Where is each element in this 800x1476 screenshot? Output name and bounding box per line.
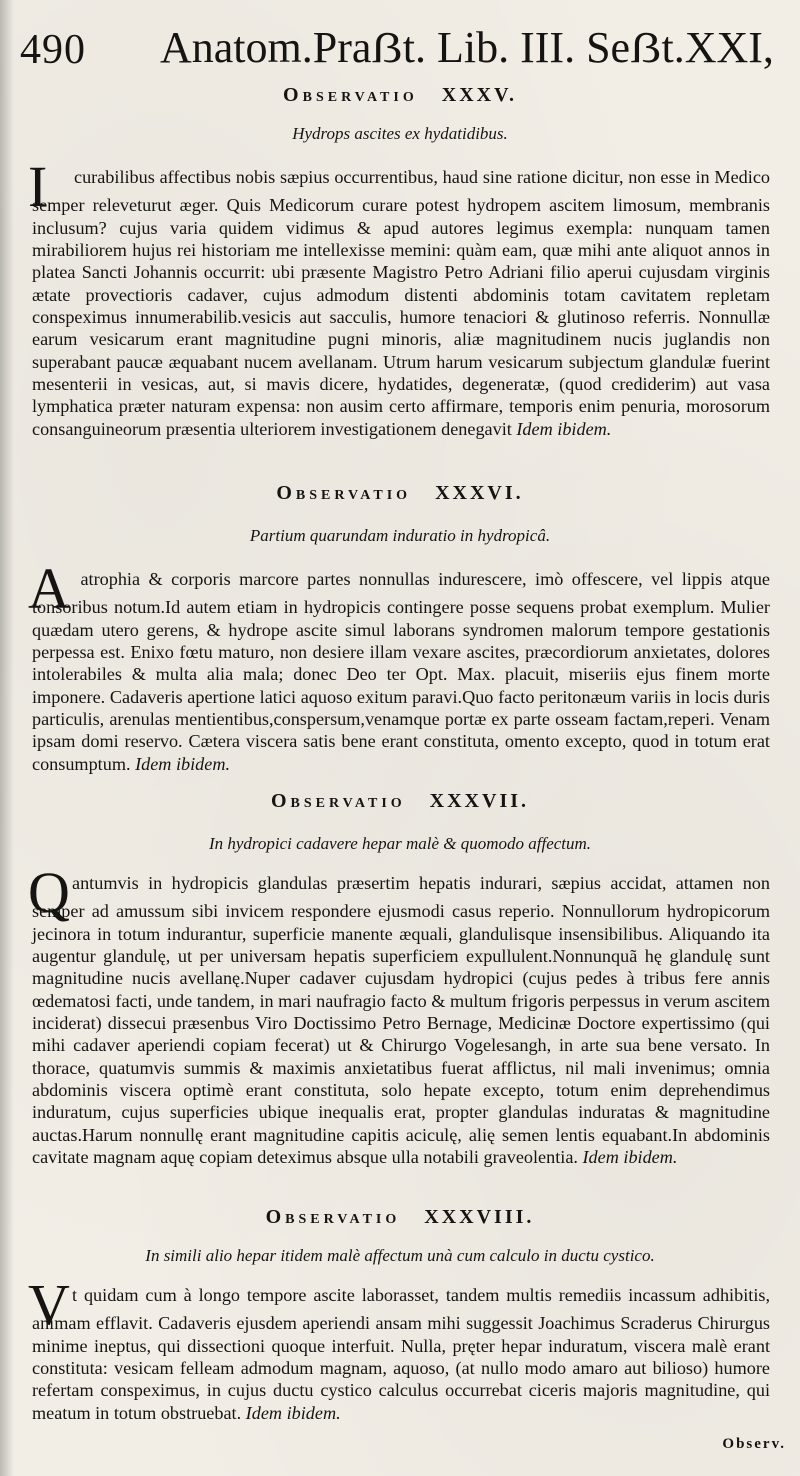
heading-prefix: Observatio (265, 1206, 401, 1228)
heading-prefix: Observatio (276, 482, 412, 504)
paragraph-body: It quidam cum à longo tempore ascite laborasset, tandem multis remediis incassum adhibitis, animam efflavit. Cadaveris ejusdem aperiendi ansam mihi suggessit Joachimus Scraderus Chirurgus minime ineptus, qui dissectioni quoque interfuit. Nulla, pręter hepar induratum, viscera malè erant constituta: vesicam felleam admodum magnam, aquoso, (at nullo modo amaro aut bilioso) humore refertam conspeximus, in cujus ductu cystico calculus occurrebat ciceris majoris magnitudine, qui meatum in totum obstruebat. (32, 1285, 770, 1423)
paragraph-body: atrophia & corporis marcore partes nonnullas indurescere, imò offescere, vel lippis atque tonsoribus notum.Id autem etiam in hydropicis contingere posse sequens probat exemplum. Mulier quædam utero gerens, & hydrope ascite simul laborans syndromen malorum tempore gestationis perpessa est. Enixo fœtu maturo, non desiere illam vexare ascites, præcordiorum anxietates, dolores intolerabiles & multa alia mala; donec Deo ter Opt. Max. placuit, miseriis ejus finem morte imponere. Cadaveris apertione latici aquoso exitum paravi.Quo facto peritonæum variis in locis duris particulis, arenulas mentientibus,conspersum,venamque portæ ex parte osseam factam,reperi. Venam ipsam domi reservo. Cætera viscera satis bene erant constituta, omento excepto, quod in totum erat consumptum. (32, 569, 770, 774)
heading-prefix: Observatio (270, 790, 406, 812)
heading-prefix: Observatio (283, 84, 418, 106)
observation-subtitle: In simili alio hepar itidem malè affectum unà cum calculo in ductu cystico. (145, 1246, 655, 1265)
observation-subtitle: Hydrops ascites ex hydatidibus. (292, 124, 508, 143)
observation-text (32, 872, 770, 1168)
catchword: Observ. (722, 1436, 786, 1452)
observation-heading (0, 790, 800, 813)
source-note: Idem ibidem. (582, 1147, 678, 1168)
drop-cap: V (28, 1272, 70, 1337)
paragraph-body: Ncurabilibus affectibus nobis sæpius occurrentibus, haud sine ratione dicitur, non esse in Medico semper releveturut æger. Quis Medicorum curare potest hydropem ascitem limosum, membranis inclusum? cujus varia quidem vidimus & apud autores legimus exempla: nunquam tamen mirabiliorem hujus rei historiam me intellexisse memini: quàm eam, quæ mihi ante aliquot annos in platea Sancti Johannis occurrit: ubi præsente Magistro Petro Adriani filio aperui cujusdam virginis ætate provectioris cadaver, cujus admodum distenti abdominis totam cavitatem repletam conspeximus innumerabilib.vesicis aut sacculis, humore tenaciori & glutinoso referris. Nonnullæ earum vesicarum erant magnitudine pugni minoris, aliæ magnitudinem nucis juglandis non superabant paucæ æquabant nucem avellanam. Utrum harum vesicarum subjectum glandulæ fuerint mesenterii in vesicas, aut, si mavis dicere, hydatides, degeneratæ, (quod crediderim) aut vasa lymphatica præter naturam expensa: non ausim certo affirmare, temporis enim penuria, morosorum consanguineorum præsentia ulteriorem investigationem denegavit (32, 167, 770, 439)
observation-subtitle: Partium quarundam induratio in hydropicâ. (249, 526, 551, 545)
observation-number: XXXVI. (435, 482, 524, 504)
running-title: Anatom.Praẞt. Lib. III. Seẞt.XXI, (160, 23, 774, 72)
source-note: Idem ibidem. (245, 1402, 341, 1423)
drop-cap: A (28, 556, 70, 621)
observation-number: XXXV. (441, 84, 517, 106)
running-head (20, 18, 780, 74)
observation-number: XXXVII. (429, 790, 530, 812)
drop-cap: I (28, 154, 48, 219)
observation-text (32, 568, 770, 775)
observation-heading (0, 1206, 800, 1229)
source-note: Idem ibidem. (516, 418, 612, 439)
observation-heading (0, 84, 800, 107)
observation-subtitle: In hydropici cadavere hepar malè & quomodo affectum. (208, 834, 592, 853)
paragraph-body: Uantumvis in hydropicis glandulas præsertim hepatis indurari, sæpius accidat, attamen non semper ad amussum sibi invicem respondere ejusmodi casus reperio. Nonnullorum hydropicorum jecinora in totum indurantur, superficie manente æquali, glandulisque insensibilibus. Aliquando ita augentur glandulę, ut per universam hepatis superficiem expullulent.Nonnunquã hę glandulę sunt magnitudine nucis avellanę.Nuper cadaver cujusdam hydropici (cujus pedes à tribus fere annis œdematosi facti, unde tandem, in mari naufragio facto & multum frigoris perpessus in verum ascitem inciderat) dissecui præsenbus Viro Doctissimo Petro Bernage, Medicinæ Doctore expertissimo (qui mihi cadaver aperiendi copiam fecerat) ut & Chirurgo Vogelesangh, in arte sua bene versato. In thorace, quatumvis summis & maximis anxietatibus fuerat afflictus, nil mali invenimus; omnia abdominis viscera optimè erant constituta, solo hepate excepto, totum enim deprehendimus induratum, cujus superficies ubique inequalis erat, propter glandulas induratas & magnitudine auctas.Harum nonnullę erant magnitudine capitis aciculę, alię semen lentis equabant.In abdominis cavitate magnam aquę copiam deteximus absque ulla notabili graveolentia. (32, 873, 770, 1168)
observation-text (32, 166, 770, 440)
observation-text (32, 1284, 770, 1424)
source-note: Idem ibidem. (135, 753, 231, 774)
page-number: 490 (20, 27, 86, 73)
observation-heading (0, 482, 800, 505)
drop-cap: Q (28, 860, 70, 925)
observation-number: XXXVIII. (424, 1206, 535, 1228)
